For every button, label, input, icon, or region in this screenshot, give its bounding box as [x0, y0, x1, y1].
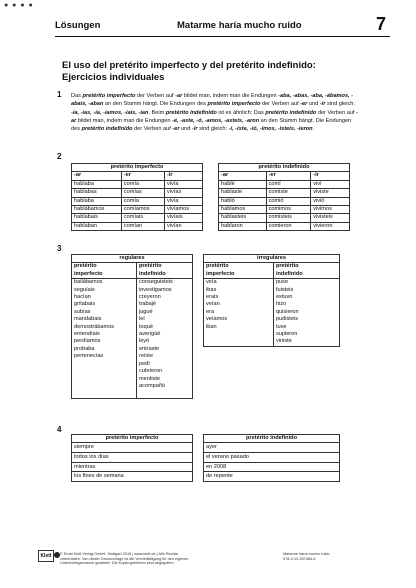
table-cell: ibas: [204, 287, 274, 294]
intro-emphasis: -er: [300, 101, 308, 108]
intro-text: der Verben auf: [132, 126, 173, 133]
table-cell: tuve: [273, 324, 339, 331]
list-item: [72, 331, 193, 338]
table-cell: entendíais: [72, 331, 137, 338]
table-imperfecto-conjugation: [71, 163, 203, 231]
exercise-number-1: 1: [57, 90, 62, 99]
table-cell: averigüé: [136, 331, 192, 338]
table-cell: iban: [204, 324, 274, 331]
intro-emphasis: -er: [172, 126, 180, 133]
page-header: [55, 14, 390, 37]
table-cell: acompañó: [136, 383, 192, 390]
list-item: [72, 376, 193, 383]
table-cell: siempre: [72, 443, 193, 453]
table-row: [72, 189, 203, 197]
list-item: [72, 353, 193, 360]
list-item: [72, 368, 193, 375]
list-item: [204, 338, 340, 346]
table-cell: vivíais: [165, 214, 203, 222]
intro-text: sind gleich:: [197, 126, 229, 133]
table-cell: creyeron: [136, 294, 192, 301]
list-item: [204, 287, 340, 294]
table-cell: hablaste: [219, 189, 267, 197]
list-item: [72, 279, 193, 287]
table-cell: comimos: [266, 206, 311, 214]
table-cell: los fines de semana: [72, 472, 193, 482]
table-cell: comía: [121, 197, 164, 205]
table-cell: hablábamos: [72, 206, 122, 214]
table-cell: todos los días: [72, 453, 193, 463]
table-cell: gritabais: [72, 301, 137, 308]
list-item: [204, 443, 340, 453]
table-cell: [72, 390, 137, 398]
list-item: [72, 309, 193, 316]
table-row: [219, 197, 350, 205]
table-row: [72, 180, 203, 188]
table-caption: pretérito imperfecto: [72, 435, 193, 443]
intro-emphasis: -é, -aste, -ó, -amos, -asteis, -aron: [172, 117, 260, 124]
table-cell: era: [204, 309, 274, 316]
table-cell: investigamos: [136, 287, 192, 294]
header-unit-title: Matarme haría mucho ruido: [177, 20, 302, 31]
intro-text: .: [312, 126, 315, 133]
table-cell: hablaba: [72, 180, 122, 188]
table-indefinido-conjugation: [218, 163, 350, 231]
header-unit-number: 7: [375, 14, 386, 34]
table-cell: comían: [121, 222, 164, 230]
list-item: [204, 279, 340, 287]
table-cell: [72, 376, 137, 383]
table-cell: jugué: [136, 309, 192, 316]
table-cell: hablaron: [219, 222, 267, 230]
table-imperfecto-markers: [71, 434, 193, 482]
table-cell: toqué: [136, 324, 192, 331]
table-row: [219, 214, 350, 222]
table-cell: [204, 338, 274, 346]
list-item: [204, 331, 340, 338]
table-cell: comieron: [266, 222, 311, 230]
table-cell: subías: [72, 309, 137, 316]
table-cell: mientras: [72, 462, 193, 472]
table-cell: seguíais: [72, 287, 137, 294]
list-item: [204, 309, 340, 316]
table-cell: veían: [204, 301, 274, 308]
list-item: [72, 462, 193, 472]
table-cell: vivíamos: [165, 206, 203, 214]
table-cell: hacían: [72, 294, 137, 301]
table-cell: vivieron: [311, 222, 350, 230]
column-header: imperfecto: [204, 271, 274, 279]
table-cell: mandabais: [72, 316, 137, 323]
column-header: indefinido: [136, 271, 192, 279]
intro-emphasis: -aba, -abas, -aba, -ábamos, -abais, -aban: [71, 93, 354, 108]
intro-emphasis: -í, -iste, -ió, -imos, -isteis, -ieron: [228, 126, 313, 133]
intro-text: der Verben auf: [260, 101, 301, 108]
table-cell: hablabais: [72, 214, 122, 222]
intro-text: ist es ähnlich: Das: [216, 109, 266, 116]
table-cell: el verano pasado: [204, 453, 340, 463]
table-cell: supieron: [273, 331, 339, 338]
table-cell: comí: [266, 180, 311, 188]
table-cell: vivió: [311, 197, 350, 205]
column-header: imperfecto: [72, 271, 137, 279]
intro-emphasis: -ía, -ías, -ía, -íamos, -íais, -ían: [71, 109, 149, 116]
table-cell: veía: [204, 279, 274, 287]
table-caption: pretérito indefinido: [204, 435, 340, 443]
table-caption: pretérito imperfecto: [72, 164, 203, 172]
table-cell: vivía: [165, 180, 203, 188]
list-item: [72, 383, 193, 390]
list-item: [72, 287, 193, 294]
table-row: [219, 206, 350, 214]
table-cell: vivías: [165, 189, 203, 197]
table-cell: erais: [204, 294, 274, 301]
list-item: [72, 338, 193, 345]
intro-text: an den Stamm hängt. Die Endungen des: [103, 101, 208, 108]
table-cell: quisieron: [273, 309, 339, 316]
table-cell: hablé: [219, 180, 267, 188]
table-row: [219, 180, 350, 188]
list-item: [204, 462, 340, 472]
intro-text: bildet man, indem man die Endungen: [182, 93, 279, 99]
column-header: pretérito: [136, 263, 192, 271]
header-section-label: Lösungen: [55, 20, 101, 31]
table-row: [72, 197, 203, 205]
list-item: [72, 316, 193, 323]
table-cell: vivía: [165, 197, 203, 205]
footer-book-info: Matarme haría mucho ruido 978-3-12-537464-6: [283, 552, 330, 561]
intro-text: der Verben auf: [135, 93, 176, 99]
table-cell: cubrieron: [136, 368, 192, 375]
table-cell: pedí: [136, 361, 192, 368]
list-item: [204, 294, 340, 301]
table-cell: veíamos: [204, 316, 274, 323]
table-row: [72, 214, 203, 222]
table-cell: trabajé: [136, 301, 192, 308]
table-cell: viví: [311, 180, 350, 188]
table-cell: viviste: [311, 189, 350, 197]
list-item: [72, 301, 193, 308]
footer-copyright: © Ernst Klett Verlag GmbH, Stuttgart 2015 | www.klett.de | Alle Rechte vorbehalten. Von dieser Druckvorlage ist die Vervielfältigung für den eigenen Unterrichtsgebrauch gestattet. Die Kopiergebühren sind abgegolten.: [60, 552, 189, 566]
column-header: -ar: [219, 172, 267, 180]
table-caption: irregulares: [204, 255, 340, 263]
column-header: -er: [121, 172, 164, 180]
table-cell: hablaban: [72, 222, 122, 230]
table-cell: pudisteis: [273, 316, 339, 323]
table-cell: [72, 383, 137, 390]
column-header: -ir: [311, 172, 350, 180]
list-item: [204, 324, 340, 331]
table-cell: comiste: [266, 189, 311, 197]
table-cell: fuisteis: [273, 287, 339, 294]
list-item: [204, 301, 340, 308]
list-item: [72, 294, 193, 301]
intro-text: an den Stamm hängt. Die Endungen des: [71, 117, 352, 133]
intro-text: der Verben auf: [316, 109, 357, 116]
table-cell: viniste: [273, 338, 339, 346]
table-cell: vivimos: [311, 206, 350, 214]
table-cell: hablaba: [72, 197, 122, 205]
column-header: -ir: [165, 172, 203, 180]
table-cell: reíste: [136, 353, 192, 360]
list-item: [72, 346, 193, 353]
table-cell: habló: [219, 197, 267, 205]
list-item: [204, 453, 340, 463]
table-cell: hablamos: [219, 206, 267, 214]
table-irregulares: [203, 254, 340, 347]
page-title: El uso del pretérito imperfecto y del pretérito indefinido: Ejercicios individuales: [62, 60, 316, 83]
table-row: [72, 222, 203, 230]
column-header: pretérito: [204, 263, 274, 271]
table-cell: hablasteis: [219, 214, 267, 222]
intro-emphasis: pretérito imperfecto: [207, 101, 261, 108]
table-cell: bailábamos: [72, 279, 137, 287]
exercise-number-4: 4: [57, 425, 62, 434]
intro-emphasis: -ir: [319, 101, 326, 108]
intro-text: Das: [71, 93, 83, 99]
intro-emphasis: -ar: [175, 93, 183, 99]
table-cell: comió: [266, 197, 311, 205]
intro-emphasis: -ar: [71, 109, 358, 124]
intro-text: . Beim: [148, 109, 166, 116]
table-cell: mentiste: [136, 376, 192, 383]
list-item: [72, 324, 193, 331]
exercise-number-2: 2: [57, 152, 62, 161]
table-cell: comíais: [121, 214, 164, 222]
intro-paragraph: [71, 92, 361, 133]
list-item: [72, 472, 193, 482]
intro-emphasis: pretérito indefinido: [165, 109, 217, 116]
table-caption: pretérito indefinido: [219, 164, 350, 172]
table-cell: [72, 361, 137, 368]
table-cell: [136, 390, 192, 398]
table-cell: [204, 331, 274, 338]
list-item: [72, 390, 193, 398]
list-item: [72, 453, 193, 463]
intro-emphasis: pretérito indefinido: [81, 126, 133, 133]
table-row: [72, 206, 203, 214]
table-cell: leí: [136, 316, 192, 323]
column-header: -ar: [72, 172, 122, 180]
decorative-dots: ● ● ● ●: [4, 2, 34, 9]
table-regulares: [71, 254, 193, 399]
intro-text: und: [307, 101, 320, 108]
table-row: [219, 222, 350, 230]
table-cell: hizo: [273, 301, 339, 308]
table-cell: demostrábamos: [72, 324, 137, 331]
table-cell: conseguisteis: [136, 279, 192, 287]
list-item: [72, 443, 193, 453]
table-row: [219, 189, 350, 197]
table-cell: puse: [273, 279, 339, 287]
exercise-number-3: 3: [57, 244, 62, 253]
intro-text: bildet man, indem man die Endungen: [76, 117, 173, 124]
column-header: pretérito: [72, 263, 137, 271]
table-cell: leyó: [136, 338, 192, 345]
table-cell: perdíamos: [72, 338, 137, 345]
table-cell: hablabas: [72, 189, 122, 197]
table-caption: regulares: [72, 255, 193, 263]
column-header: pretérito: [273, 263, 339, 271]
intro-text: sind gleich:: [325, 101, 355, 108]
table-cell: pertenecías: [72, 353, 137, 360]
table-cell: comía: [121, 180, 164, 188]
table-cell: entraste: [136, 346, 192, 353]
list-item: [204, 316, 340, 323]
table-cell: [72, 368, 137, 375]
table-cell: en 2008: [204, 462, 340, 472]
table-cell: estuvo: [273, 294, 339, 301]
intro-emphasis: -ir: [191, 126, 198, 133]
list-item: [204, 472, 340, 482]
table-cell: vivisteis: [311, 214, 350, 222]
table-cell: comíamos: [121, 206, 164, 214]
table-cell: vivían: [165, 222, 203, 230]
table-cell: comisteis: [266, 214, 311, 222]
intro-text: und: [179, 126, 192, 133]
intro-emphasis: pretérito imperfecto: [82, 93, 136, 99]
table-indefinido-markers: [203, 434, 340, 482]
table-cell: ayer: [204, 443, 340, 453]
table-cell: probaba: [72, 346, 137, 353]
intro-emphasis: pretérito indefinido: [265, 109, 317, 116]
column-header: -er: [266, 172, 311, 180]
list-item: [72, 361, 193, 368]
table-cell: de repente: [204, 472, 340, 482]
table-cell: comías: [121, 189, 164, 197]
publisher-logo: Klett: [38, 550, 54, 562]
column-header: indefinido: [273, 271, 339, 279]
